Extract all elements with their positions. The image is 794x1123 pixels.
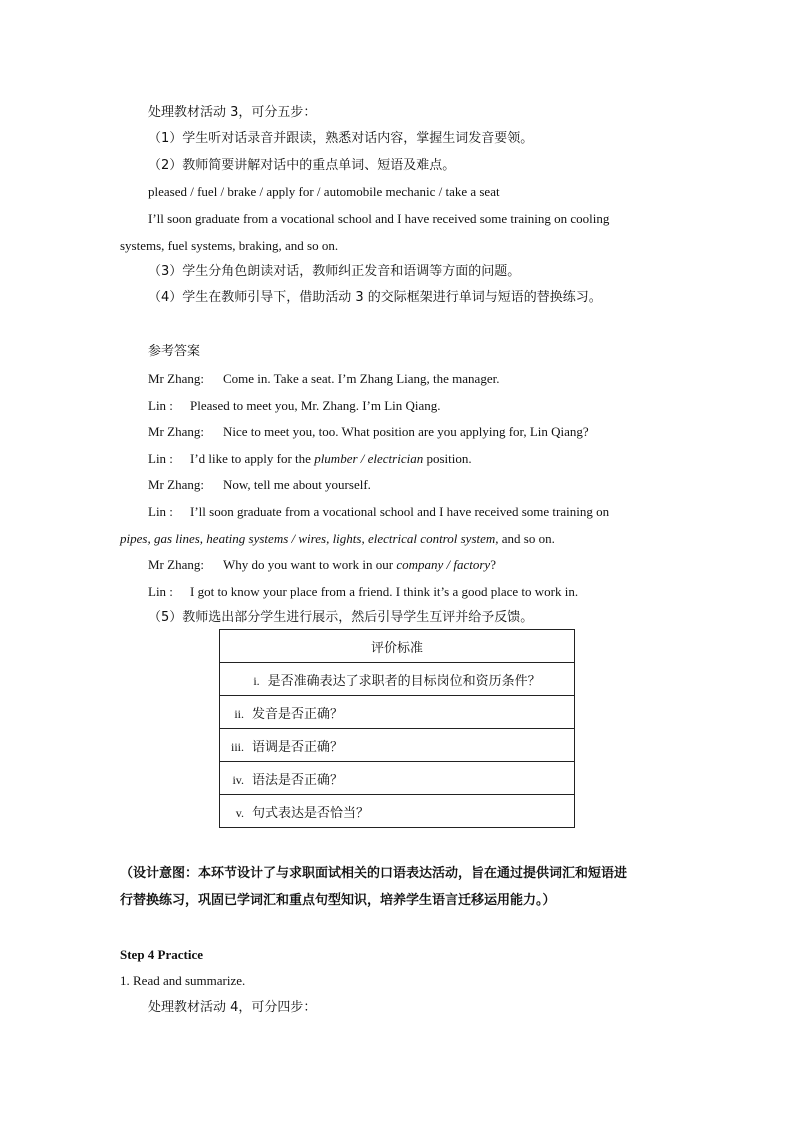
- dialogue-line-continued: [120, 531, 555, 547]
- design-intent-line1: （设计意图：本环节设计了与求职面试相关的口语表达活动，旨在通过提供词汇和短语进: [120, 866, 628, 881]
- utterance: I got to know your place from a friend. I think it’s a good place to work in.: [190, 584, 579, 599]
- steps-intro: 处理教材活动 3，可分五步：: [148, 105, 317, 120]
- row-text: 发音是否正确？: [252, 706, 344, 722]
- table-cell: [220, 696, 575, 729]
- dialogue-line: [148, 424, 589, 440]
- row-text: 是否准确表达了求职者的目标岗位和资历条件？: [267, 673, 541, 689]
- table-row: [220, 795, 575, 828]
- activity4-intro: 处理教材活动 4，可分四步：: [148, 1000, 317, 1015]
- utterance-pre: I’d like to apply for the: [190, 451, 315, 466]
- speaker: Lin :: [148, 584, 173, 599]
- table-cell: [220, 663, 575, 696]
- row-number: i.: [253, 673, 260, 688]
- utterance-post: position.: [423, 451, 472, 466]
- sub-heading: 1. Read and summarize.: [120, 973, 246, 988]
- table-row: [220, 663, 575, 696]
- utterance: Pleased to meet you, Mr. Zhang. I’m Lin Qiang.: [190, 398, 441, 413]
- table-row: [220, 729, 575, 762]
- substitution-option: plumber / electrician: [314, 451, 424, 466]
- speaker: Mr Zhang:: [148, 424, 204, 439]
- dialogue-line: [148, 398, 441, 414]
- utterance: Come in. Take a seat. I’m Zhang Liang, the manager.: [223, 371, 500, 386]
- table-row: [220, 696, 575, 729]
- row-text: 语调是否正确？: [252, 739, 344, 755]
- utterance: Nice to meet you, too. What position are you applying for, Lin Qiang?: [223, 424, 589, 439]
- design-intent-line2: 行替换练习，巩固已学词汇和重点句型知识，培养学生语言迁移运用能力。）: [120, 893, 556, 908]
- vocab-list: pleased / fuel / brake / apply for / automobile mechanic / take a seat: [148, 184, 500, 199]
- speaker: Mr Zhang:: [148, 371, 204, 386]
- table-row: [220, 762, 575, 795]
- dialogue-line: [148, 504, 609, 520]
- row-text: 语法是否正确？: [252, 772, 344, 788]
- row-number: ii.: [234, 706, 244, 721]
- step-1: （1）学生听对话录音并跟读，熟悉对话内容，掌握生词发音要领。: [148, 131, 534, 146]
- dialogue-line: [148, 371, 499, 387]
- table-header-row: [220, 630, 575, 663]
- utterance: I’ll soon graduate from a vocational school and I have received some training on: [190, 504, 610, 519]
- speaker: Lin :: [148, 451, 173, 466]
- step-2: （2）教师简要讲解对话中的重点单词、短语及难点。: [148, 158, 456, 173]
- dialogue-line: [148, 584, 578, 600]
- step-5: （5）教师选出部分学生进行展示，然后引导学生互评并给予反馈。: [148, 610, 534, 625]
- substitution-option: pipes, gas lines, heating systems / wires, lights, electrical control system: [120, 531, 496, 546]
- dialogue-line: [148, 477, 371, 493]
- table-cell: [220, 762, 575, 795]
- substitution-option: company / factory: [396, 557, 491, 572]
- dialogue-line: [148, 451, 472, 467]
- utterance-pre: Why do you want to work in our: [223, 557, 397, 572]
- dialogue-line: [148, 557, 496, 573]
- example-sentence-line1: I’ll soon graduate from a vocational school and I have received some training on cooling: [148, 211, 610, 226]
- utterance: Now, tell me about yourself.: [223, 477, 371, 492]
- speaker: Mr Zhang:: [148, 557, 204, 572]
- step-3: （3）学生分角色朗读对话，教师纠正发音和语调等方面的问题。: [148, 264, 521, 279]
- speaker: Mr Zhang:: [148, 477, 204, 492]
- utterance-post: , and so on.: [495, 531, 555, 546]
- row-number: iv.: [232, 772, 244, 787]
- row-text: 句式表达是否恰当？: [252, 805, 370, 821]
- utterance-post: ?: [490, 557, 496, 572]
- evaluation-table: [219, 629, 575, 828]
- example-sentence-line2: systems, fuel systems, braking, and so on.: [120, 238, 339, 253]
- speaker: Lin :: [148, 504, 173, 519]
- step-4: （4）学生在教师引导下，借助活动 3 的交际框架进行单词与短语的替换练习。: [148, 290, 602, 305]
- table-cell: [220, 729, 575, 762]
- table-header: 评价标准: [220, 630, 575, 663]
- row-number: iii.: [230, 739, 244, 754]
- table-cell: [220, 795, 575, 828]
- step-heading: Step 4 Practice: [120, 947, 204, 962]
- speaker: Lin :: [148, 398, 173, 413]
- answer-heading: 参考答案: [148, 344, 201, 359]
- row-number: v.: [235, 805, 244, 820]
